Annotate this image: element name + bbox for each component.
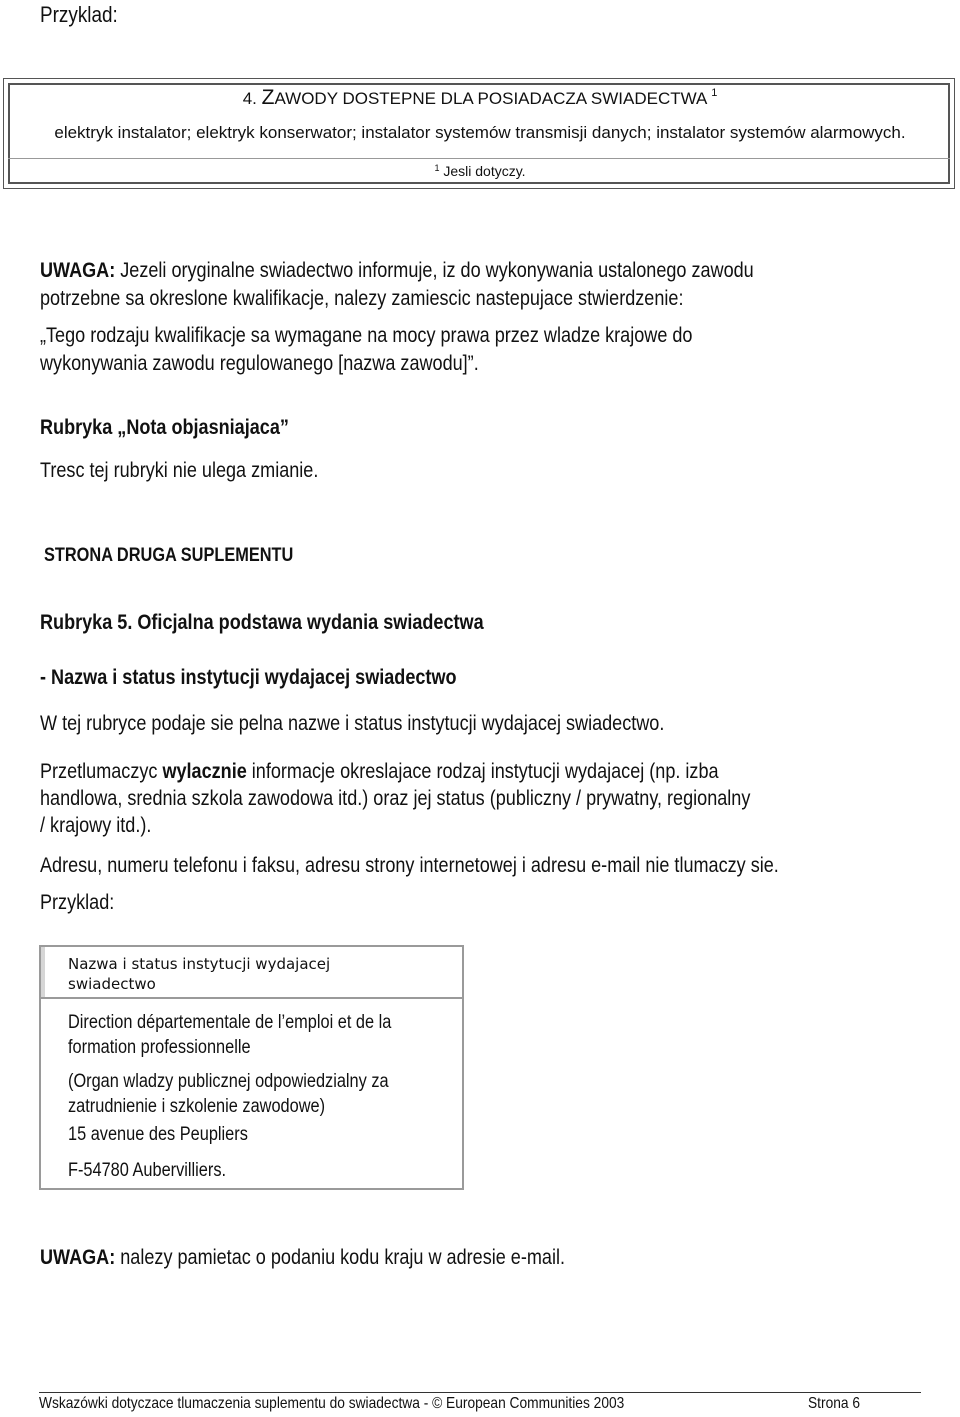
table-row-status-line-1: (Organ wladzy publicznej odpowiedzialny za	[68, 1071, 389, 1092]
section-heading: STRONA DRUGA SUPLEMENTU	[44, 545, 294, 566]
footer-rule	[39, 1392, 921, 1393]
uwaga-quote-line-1: „Tego rodzaju kwalifikacje sa wymagane na mocy prawa przez wladze krajowe do	[40, 324, 693, 347]
footer-title: Wskazówki dotyczace tlumaczenia suplementu do swiadectwa - © European Communities 2003	[39, 1395, 625, 1412]
p2-rest: informacje okreslajace rodzaj instytucji wydajacej (np. izba	[246, 760, 719, 783]
rubryka-5-subtitle: - Nazwa i status instytucji wydajacej swiadectwo	[40, 666, 457, 689]
table-row-name-line-2: formation professionnelle	[68, 1037, 251, 1058]
heading-footnote-mark: 1	[711, 87, 718, 99]
heading-number: 4.	[242, 89, 257, 108]
p2-emphasis: wylacznie	[162, 760, 247, 783]
uwaga-2-label: UWAGA:	[40, 1246, 116, 1269]
footnote-text: Jesli dotyczy.	[443, 163, 526, 179]
example-box-divider	[8, 158, 950, 159]
rubryka-5-paragraph-2-line-1	[40, 759, 719, 785]
table-row-city: F-54780 Aubervilliers.	[68, 1160, 227, 1181]
table-header-line-2: swiadectwo	[68, 975, 156, 993]
footnote-mark: 1	[434, 163, 440, 173]
example-table-header	[68, 954, 448, 994]
footer-page-number: Strona 6	[808, 1395, 861, 1412]
example-table-header-divider	[41, 997, 462, 999]
heading-text: AWODY DOSTEPNE DLA POSIADACZA SWIADECTWA	[274, 89, 707, 108]
p2-start: Przetlumaczyc	[40, 760, 163, 783]
rubryka-5-paragraph-2-line-3: / krajowy itd.).	[40, 814, 152, 837]
uwaga-2-text: nalezy pamietac o podaniu kodu kraju w adresie e-mail.	[115, 1246, 565, 1269]
table-row-name-line-1: Direction départementale de l’emploi et de la	[68, 1012, 392, 1033]
uwaga-paragraph-line-2: potrzebne sa okreslone kwalifikacje, nalezy zamiescic nastepujace stwierdzenie:	[40, 287, 684, 310]
table-header-line-1: Nazwa i status instytucji wydajacej	[68, 955, 331, 973]
uwaga-2-paragraph	[40, 1245, 565, 1271]
rubryka-5-paragraph-2-line-2: handlowa, srednia szkola zawodowa itd.) oraz jej status (publiczny / prywatny, regionalny	[40, 787, 751, 810]
example-box-occupations: elektryk instalator; elektryk konserwator; instalator systemów transmisji danych; instalator systemów alarmowych.	[54, 123, 906, 142]
example-label-top: Przyklad:	[40, 2, 118, 27]
rubryka-5-example-label: Przyklad:	[40, 891, 115, 914]
rubryka-5-paragraph-3: Adresu, numeru telefonu i faksu, adresu strony internetowej i adresu e-mail nie tlumaczy sie.	[40, 854, 779, 877]
uwaga-paragraph-line-1	[40, 258, 754, 284]
heading-initial: Z	[261, 86, 275, 109]
rubryka-5-paragraph-1: W tej rubryce podaje sie pelna nazwe i status instytucji wydajacej swiadectwo.	[40, 712, 665, 735]
example-box-heading	[0, 86, 960, 110]
table-row-address: 15 avenue des Peupliers	[68, 1124, 248, 1145]
rubryka-nota-title: Rubryka „Nota objasniajaca”	[40, 416, 289, 439]
rubryka-nota-text: Tresc tej rubryki nie ulega zmianie.	[40, 459, 319, 482]
example-box-footnote	[0, 163, 960, 179]
uwaga-line-1-text: Jezeli oryginalne swiadectwo informuje, iz do wykonywania ustalonego zawodu	[115, 259, 754, 282]
uwaga-label: UWAGA:	[40, 259, 116, 282]
uwaga-quote-line-2: wykonywania zawodu regulowanego [nazwa zawodu]”.	[40, 352, 479, 375]
example-table-header-accent	[41, 947, 45, 997]
table-row-status-line-2: zatrudnienie i szkolenie zawodowe)	[68, 1096, 326, 1117]
rubryka-5-title: Rubryka 5. Oficjalna podstawa wydania swiadectwa	[40, 611, 484, 634]
